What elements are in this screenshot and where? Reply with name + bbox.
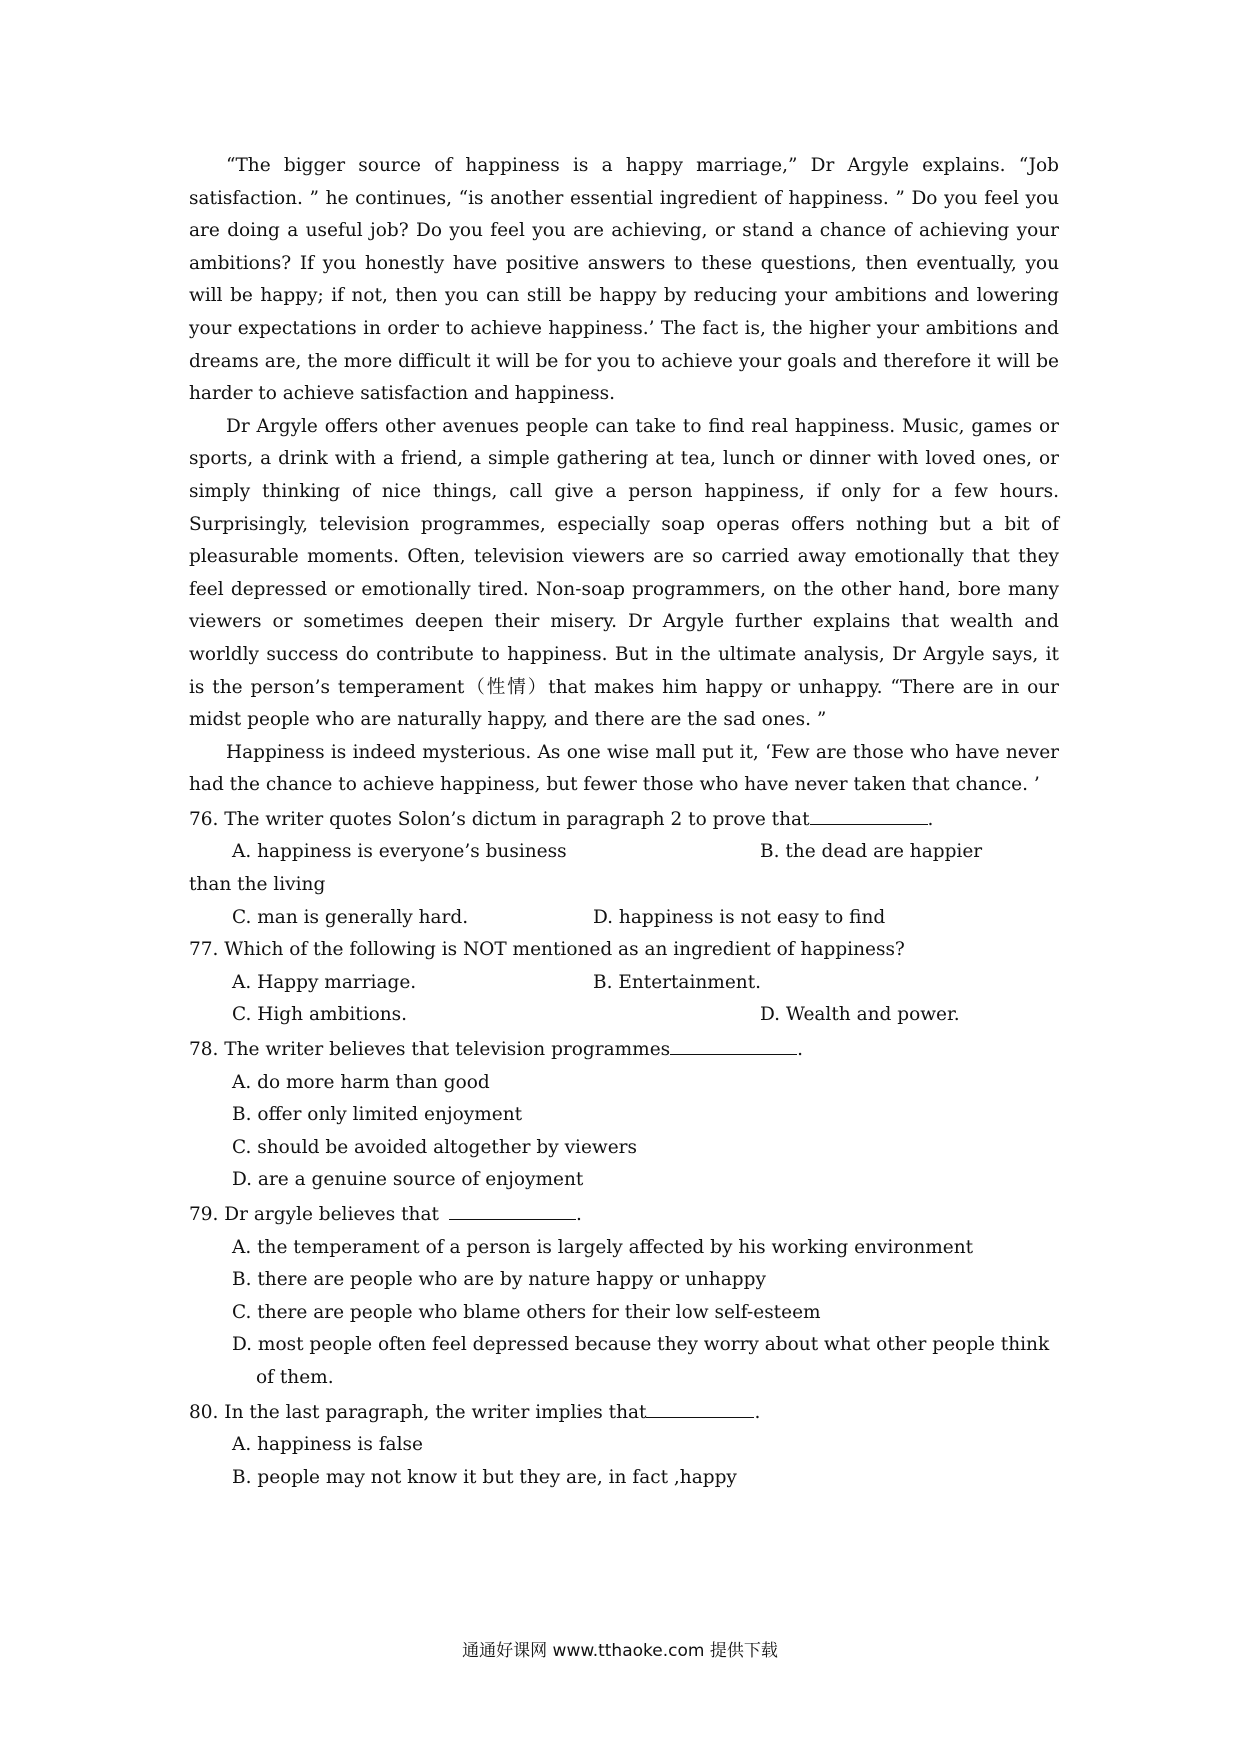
question-80-stem: 80. In the last paragraph, the writer implies that [189,1401,647,1423]
paragraph-other-avenues: Dr Argyle offers other avenues people can take to find real happiness. Music, games or sports, a drink with a friend, a simple gathering at tea, lunch or dinner with loved ones, or simply thinking of nice things, call give a person happiness, if only for a few hours. Surprisingly, television programmes, especially soap operas offers nothing but a bit of pleasurable moments. Often, television viewers are so carried away emotionally that they feel depressed or emotionally tired. Non-soap programmers, on the other hand, bore many viewers or sometimes deepen their misery. Dr Argyle further explains that wealth and worldly success do contribute to happiness. But in the ultimate analysis, Dr Argyle says, it is the person’s temperament（性情）that makes him happy or unhappy. “There are in our midst people who are naturally happy, and there are the sad ones. ” [189,415,1059,731]
question-80 [189,1395,1059,1495]
question-76-stem: 76. The writer quotes Solon’s dictum in paragraph 2 to prove that [189,808,810,830]
option-78-c: C. should be avoided altogether by viewers [232,1136,638,1158]
question-76-end: . [927,808,934,830]
option-77-c: C. High ambitions. [232,1004,408,1026]
option-77-b: B. Entertainment. [593,971,762,993]
option-76-a: A. happiness is everyone’s business [232,841,567,863]
question-79 [189,1197,1059,1395]
option-80-b: B. people may not know it but they are, in fact ,happy [232,1466,737,1488]
option-79-d: D. most people often feel depressed because they worry about what other people think of them. [232,1334,1050,1388]
document-page [189,150,1059,1494]
option-79-b: B. there are people who are by nature happy or unhappy [232,1269,766,1291]
question-76 [189,802,1059,934]
question-77-stem: 77. Which of the following is NOT mentioned as an ingredient of happiness? [189,939,905,961]
option-76-b-continued: than the living [189,874,326,896]
option-79-c: C. there are people who blame others for their low self-esteem [232,1301,821,1323]
question-78-stem: 78. The writer believes that television programmes [189,1039,671,1061]
answer-blank [670,1032,797,1055]
option-76-c: C. man is generally hard. [232,906,469,928]
option-78-d: D. are a genuine source of enjoyment [232,1169,584,1191]
question-80-end: . [754,1401,761,1423]
option-76-d: D. happiness is not easy to find [593,906,886,928]
answer-blank [810,802,928,825]
question-79-end: . [575,1204,582,1225]
option-79-a: A. the temperament of a person is largely affected by his working environment [232,1236,974,1258]
question-77 [189,934,1059,1032]
option-77-a: A. Happy marriage. [232,971,417,993]
option-77-d: D. Wealth and power. [760,1004,960,1026]
answer-blank [646,1395,754,1418]
question-78-end: . [797,1039,804,1061]
option-76-b: B. the dead are happier [760,841,983,863]
answer-blank [449,1197,576,1220]
paragraph-job-satisfaction: “The bigger source of happiness is a happy marriage,” Dr Argyle explains. “Job satisfaction. ” he continues, “is another essential ingredient of happiness. ” Do you feel you are doing a useful job? Do you feel you are achieving, or stand a chance of achieving your ambitions? If you honestly have positive answers to these questions, then eventually, you will be happy; if not, then you can still be happy by reducing your ambitions and lowering your expectations in order to achieve happiness.’ The fact is, the higher your ambitions and dreams are, the more difficult it will be for you to achieve your goals and therefore it will be harder to achieve satisfaction and happiness. [189,155,1059,405]
page-footer: 通通好课网 www.tthaoke.com 提供下载 [462,1641,778,1661]
option-78-b: B. offer only limited enjoyment [232,1104,523,1126]
paragraph-mysterious: Happiness is indeed mysterious. As one wise mall put it, ‘Few are those who have never had the chance to achieve happiness, but fewer those who have never taken that chance. ’ [189,741,1059,796]
option-78-a: A. do more harm than good [232,1071,490,1093]
question-78 [189,1032,1059,1197]
question-79-stem: 79. Dr argyle believes that [189,1204,439,1225]
option-80-a: A. happiness is false [232,1434,423,1456]
